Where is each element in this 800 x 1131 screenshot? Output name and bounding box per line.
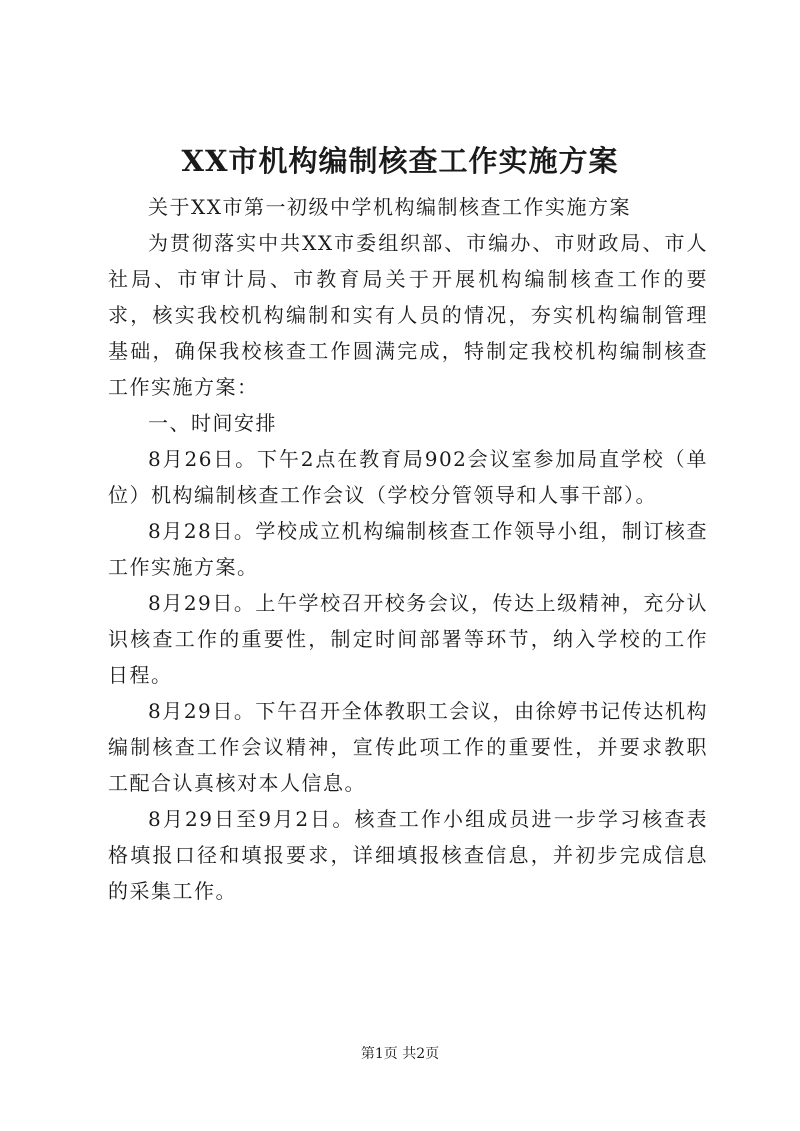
schedule-item: 8月29日至9月2日。核查工作小组成员进一步学习核查表格填报口径和填报要求，详细填报核查信息，并初步完成信息的采集工作。 xyxy=(108,807,708,903)
schedule-item: 8月26日。下午2点在教育局902会议室参加局直学校（单位）机构编制核查工作会议（学校分管领导和人事干部）。 xyxy=(108,447,708,507)
schedule-item: 8月28日。学校成立机构编制核查工作领导小组，制订核查工作实施方案。 xyxy=(108,519,708,579)
intro-paragraph: 为贯彻落实中共XX市委组织部、市编办、市财政局、市人社局、市审计局、市教育局关于开展机构编制核查工作的要求，核实我校机构编制和实有人员的情况，夯实机构编制管理基础，确保我校核查工作圆满完成，特制定我校机构编制核查工作实施方案： xyxy=(108,231,708,399)
document-body xyxy=(108,189,708,909)
schedule-item: 8月29日。下午召开全体教职工会议，由徐婷书记传达机构编制核查工作会议精神，宣传此项工作的重要性，并要求教职工配合认真核对本人信息。 xyxy=(108,699,708,795)
document-title: XX市机构编制核查工作实施方案 xyxy=(181,144,619,178)
section-heading: 一、时间安排 xyxy=(148,411,277,435)
schedule-item: 8月29日。上午学校召开校务会议，传达上级精神，充分认识核查工作的重要性，制定时间部署等环节，纳入学校的工作日程。 xyxy=(108,591,708,687)
subtitle-paragraph: 关于XX市第一初级中学机构编制核查工作实施方案 xyxy=(148,195,631,219)
page-footer: 第1页 共2页 xyxy=(360,1046,440,1062)
